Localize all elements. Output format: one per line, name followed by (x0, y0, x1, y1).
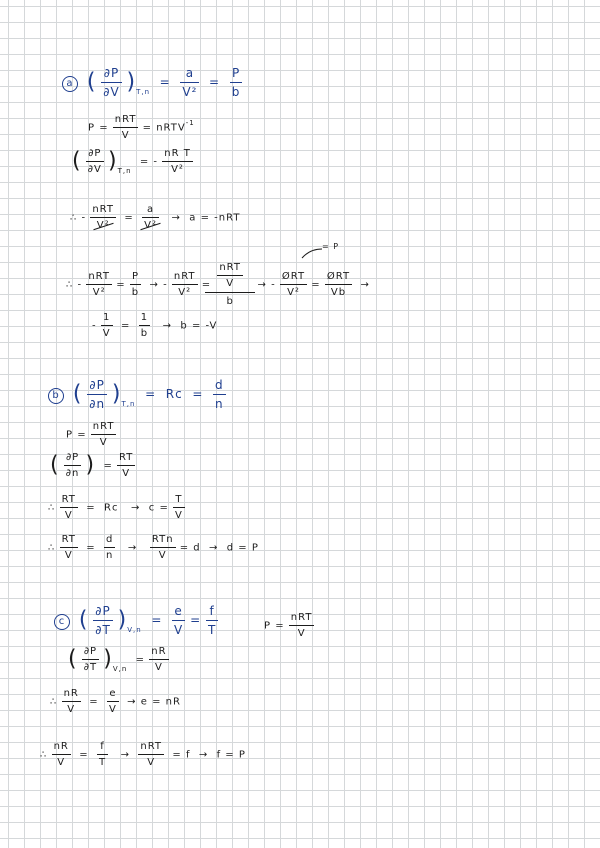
part-c-aside-ideal-gas: P = $\frac{\text{nRT}}{V}$ (264, 612, 313, 639)
part-c-solve-f-line: ∴ $\frac{nR}{V}$ = $\frac{f}{T}$ → $\frac{\text{nRT}}{V}$ = f → f = P (40, 741, 246, 768)
part-c-solve-e-line: ∴ $\frac{nR}{V}$ = $\frac{e}{V}$ → e = nR (50, 688, 181, 715)
part-a-result-b: b = -V (180, 320, 218, 332)
part-c-header-equation: c ( $\frac{\partial P}{\partial T}$ )$_{V,n}$ = $\frac{e}{V}$ = $\frac{f}{T}$ (54, 604, 218, 637)
part-b-solve-d-line: ∴ $\frac{RT}{V}$ = $\frac{d}{n}$ → $\frac{\text{RTn}}{V}$ = d → d = P (48, 534, 259, 561)
part-a-solve-b-line: ∴ - $\frac{\text{nRT}}{\text{V²}}$ = $\frac{P}{b}$ → - $\frac{\text{nRT}}{\text{V²}}$ = $\frac{\frac{\text{nRT}}{V}}{b}$ → - $\frac{\text{ØRT}}{\text{V²}}$ = $\frac{\text{ØRT}}{Vb}$ → (66, 262, 370, 307)
part-a-solve-a-line: ∴ - $\frac{\text{nRT}}{\text{V²}}$ = $\frac{a}{\text{V²}}$ → a = -nRT (70, 204, 241, 231)
annotation-arrow (300, 246, 324, 260)
part-c-derivative-line: ( $\frac{\partial P}{\partial T}$ )$_{V,n}$ = $\frac{nR}{V}$ (68, 646, 167, 673)
part-c-result-e: e = nR (140, 696, 181, 708)
part-b-derivative-line: ( $\frac{\partial P}{\partial n}$ ) = $\frac{RT}{V}$ (50, 452, 134, 479)
part-a-label: a (62, 76, 78, 92)
part-b-header-equation: b ( $\frac{\partial P}{\partial n}$ )$_{T,n} = Rc$ = $\frac{d}{n}$ (48, 378, 226, 411)
part-c-result-f: f = P (216, 749, 246, 761)
part-a-result-a: a = -nRT (189, 212, 241, 224)
part-a-header-equation: a ( $\frac{\partial P}{\partial V}$ )$_{T,n}$ = $\frac{a}{\text{V²}}$ = $\frac{P}{b}$ (62, 66, 242, 99)
part-b-ideal-gas-line: P = $\frac{\text{nRT}}{V}$ (66, 421, 115, 448)
part-a-derivative-line: ( $\frac{\partial P}{\partial V}$ )$_{T,n}$ = - $\frac{\text{nR T}}{\text{V²}}$ (72, 148, 191, 175)
part-c-label: c (54, 614, 70, 630)
part-b-solve-c-line: ∴ $\frac{RT}{V}$ = Rc → c = $\frac{T}{V}$ (48, 494, 183, 521)
part-a-annotation: = P (322, 242, 340, 251)
part-b-label: b (48, 388, 64, 404)
part-a-ideal-gas-line: P = $\frac{\text{nRT}}{V}$ = nRTV$^{-1}$ (88, 114, 195, 141)
part-b-result-d: d = P (226, 542, 259, 554)
part-a-final-b-line: - $\frac{1}{V}$ = $\frac{1}{b}$ → b = -V (92, 312, 218, 339)
